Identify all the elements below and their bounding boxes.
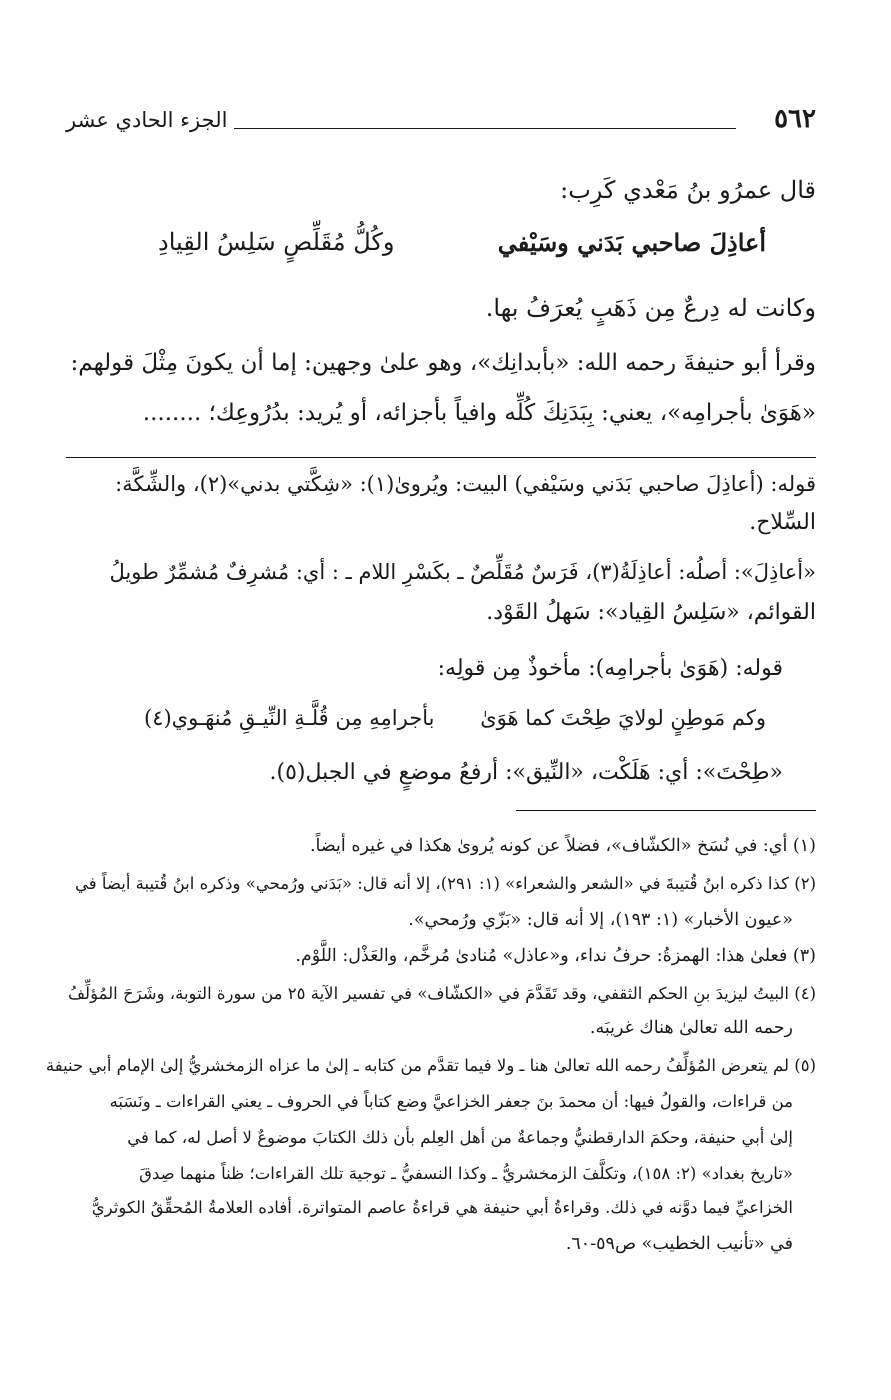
footnote-5-line-6: في «تأنيب الخطيب» ص٥٩-٦٠. [565, 1234, 793, 1254]
commentary-line-5: قوله: (هَوَىٰ بأجرامِه): مأخوذٌ مِن قولِه: [437, 656, 783, 681]
verse-2 [66, 706, 816, 746]
running-title: الجزء الحادي عشر [66, 108, 228, 132]
footnote-divider [516, 810, 816, 811]
commentary-line-6: «طِحْتَ»: أي: هَلَكْت، «النِّيق»: أرفعُ موضعٍ في الجبل(٥). [269, 760, 783, 785]
commentary-line-2: السِّلاح. [749, 510, 816, 535]
footnote-4-line-1: (٤) البيتُ ليزيدَ بنِ الحكم الثقفي، وقد تَقَدَّمَ في «الكشّاف» في تفسير الآية ٢٥ من سورة التوبة، وشَرَحَ المُؤلِّفُ [67, 984, 816, 1003]
verse-2-second-hemistich: بأجرامِهِ مِن قُلَّـةِ النِّيـقِ مُنهَـوي(٤) [144, 706, 435, 730]
footnote-2-line-2: «عيون الأخبار» (١: ١٩٣)، إلا أنه قال: «بَزّي ورُمحي». [408, 910, 793, 930]
main-text-divider [66, 457, 816, 458]
footnote-5-line-5: الخزاعيِّ فيما دوَّنه في ذلك. وقراءةُ أبي حنيفة هي قراءةُ عاصم المتواترة. أفاده العلامةُ المُحقِّقُ الكوثريُّ [91, 1198, 793, 1217]
verse-2-first-hemistich: وكم مَوطِنٍ لولايَ طِحْتَ كما هَوَىٰ [480, 706, 766, 730]
footnote-5-line-4: «تاريخ بغداد» (٢: ١٥٨)، وتكلَّفَ الزمخشريُّ ـ وكذا النسفيُّ ـ توجيهَ تلك القراءات؛ ظناً منهما صِدقَ [139, 1164, 793, 1183]
commentary-line-1: قوله: (أعاذِلَ صاحبي بَدَني وسَيْفي) البيت: ويُروىٰ(١): «شِكَّتي بدني»(٢)، والشِّكَّة: [115, 472, 816, 496]
footnote-2-line-1: (٢) كذا ذكره ابنُ قُتيبةَ في «الشعر والشعراء» (١: ٢٩١)، إلا أنه قال: «بَدَني ورُمحي» وذكره ابنُ قُتيبة أيضاً في [75, 874, 816, 893]
footnote-3: (٣) فعلىٰ هذا: الهمزةُ: حرفُ نداء، و«عاذل» مُنادىٰ مُرخَّم، والعَذْل: اللَّوْم. [295, 946, 816, 966]
main-line-4: «هَوَىٰ بأجرامِه»، يعني: بِبَدَنِكَ كُلِّه وافياً بأجزائه، أو يُريد: بدُرُوعِك؛ ........ [142, 400, 816, 426]
commentary-line-4: القوائم، «سَلِسُ القِياد»: سَهلُ القَوْد. [486, 600, 816, 625]
page-header [66, 104, 816, 144]
main-line-2: وكانت له دِرعٌ مِن ذَهَبٍ يُعرَفُ بها. [485, 294, 816, 322]
main-line-3: وقرأ أبو حنيفةَ رحمه الله: «بأبدانِك»، وهو علىٰ وجهين: إما أن يكونَ مِثْلَ قولهم: [70, 350, 816, 376]
footnote-5-line-1: (٥) لم يتعرض المُؤلِّفُ رحمه الله تعالىٰ هنا ـ ولا فيما تقدَّم من كتابه ـ إلىٰ ما عزاه الزمخشريُّ إلىٰ الإمام أبي حنيفة [45, 1056, 816, 1075]
commentary-line-3: «أعاذِلَ»: أصلُه: أعاذِلَةُ(٣)، فَرَسٌ مُقَلِّصٌ ـ بكَسْرِ اللام ـ : أي: مُشرِفٌ مُشمِّرٌ طويلُ [109, 560, 816, 584]
footnote-4-line-2: رحمه الله تعالىٰ هناك غريبَه. [589, 1018, 793, 1038]
verse-1-second-hemistich: وكُلُّ مُقَلِّصٍ سَلِسُ القِيادِ [158, 228, 395, 256]
verse-1 [66, 228, 816, 268]
verse-1-first-hemistich: أعاذِلَ صاحبي بَدَني وسَيْفي [497, 228, 766, 257]
footnote-5-line-2: من قراءات، والقولُ فيها: أن محمدَ بنَ جعفر الخزاعيَّ وضع كتاباً في الحروف ـ يعني القراءات ـ ونَسَبَه [109, 1092, 793, 1111]
page-number: ٥٦٢ [774, 104, 816, 134]
footnote-5-line-3: إلىٰ أبي حنيفة، وحكمَ الدارقطنيُّ وجماعةٌ من أهل العِلم بأن ذلك الكتابَ موضوعٌ لا أصل له، كما في [127, 1128, 793, 1147]
footnote-1: (١) أي: في نُسَخ «الكشّاف»، فضلاً عن كونه يُروىٰ هكذا في غيره أيضاً. [309, 836, 816, 856]
intro-line: قال عمرُو بنُ مَعْدي كَرِب: [560, 176, 816, 204]
header-rule [234, 128, 736, 129]
